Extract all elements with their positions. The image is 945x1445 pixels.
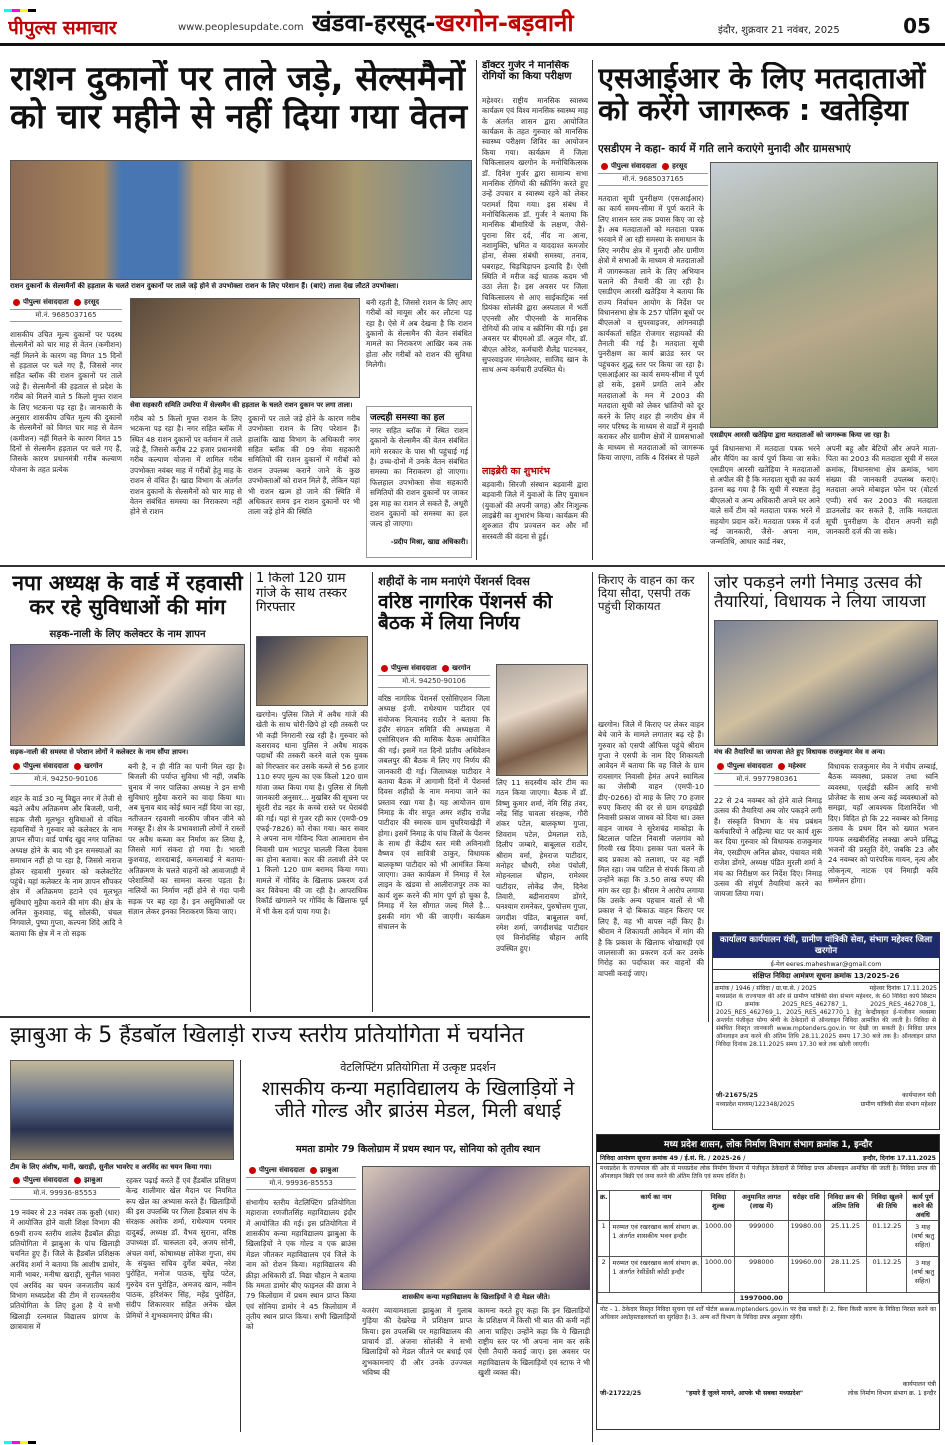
ad1-email: ई-मेल eeres.maheshwar@gmail.com <box>770 961 882 969</box>
location-pin-icon <box>662 163 669 170</box>
story9-headline: झाबुआ के 5 हैंडबॉल खिलाड़ी राज्य स्तरीय प्रतियोगिता में चयनित <box>10 1024 525 1048</box>
story1-inset-photo <box>130 298 360 398</box>
ad2-ref: जी-21722/25 <box>600 1390 642 1397</box>
location-pin-icon <box>778 763 785 770</box>
story3-headline: एसआईआर के लिए मतदाताओं को करेंगे जागरूक : खतेड़िया <box>598 62 926 128</box>
ad1-body: मध्यप्रदेश के राज्यपाल की ओर से ग्रामीण यांत्रिकी सेवा संभाग महेश्वर, के 60 निविदा कार्य सिस्टम ID क्रमांक 2025_RES_462787_1, 2025_RES_462708_1, 2025_RES_462769_1, 2025_RES_462770_1 हेतु केन्द्रीयकृत ई-पंजीयन व्यवस्था अन्तर्गत पंजीकृत योग्य श्रेणी के ठेकेदारों से ऑनलाइन निविदा आमंत्रित की जाती है। निविदा से संबंधित विस्तृत जानकारी www.mptenders.gov.in पर देखी जा सकती है। निविदा प्रपत्र ऑनलाइन क्रय करने की अंतिम तिथि 28.11.2025 समय 17.30 बजे तक है। ऑनलाइन प्राप्त निविदा दिनांक 28.11.2025 समय 17.30 बजे तक खोली जाएगी। <box>716 993 936 1049</box>
story10-mobile: मो.नं. 99936-85553 <box>246 1177 356 1190</box>
story3-mobile: मो.नं. 9685037165 <box>598 173 708 186</box>
table-row-total <box>598 1293 939 1304</box>
ad2-line: निविदा आमंत्रण सूचना क्रमांक 49 / ई.सं. दि. / 2025-26 / <box>600 1155 746 1162</box>
story5-photo <box>256 636 368 706</box>
story8-photo-caption: मंच की तैयारियों का जायजा लेते हुए विधायक राजकुमार मेव व अन्य। <box>714 748 885 756</box>
story4-photo-caption: सड़क-नाली की समस्या से परेशान लोगों ने कलेक्टर के नाम सौंपा ज्ञापन। <box>10 748 189 756</box>
location-pin-icon <box>381 665 388 672</box>
location-pin-icon <box>74 1177 81 1184</box>
ad2-col-header: निविदा खुलने की तिथि <box>867 1191 907 1221</box>
location-pin-icon <box>601 163 608 170</box>
story1-box-sign: -प्रदीप मिश्रा, खाद्य अधिकारी। <box>390 538 468 546</box>
location-pin-icon <box>74 763 81 770</box>
story9-body-col2: रहकर पढ़ाई करते हैं एवं हैंडबॉल प्रशिक्षण केन्द्र शालीमार खेल मैदान पर नियमित रूप खेल का अभ्यास करते हैं। खिलाड़ियों की इस उपलब्धि पर जिला हैंडबाल संघ के संरक्षक अशोक शर्मा, राधेश्याम परमार दादुबई, अध्यक्ष डॉ. वैभव सुराना, वरिष्ठ उपाध्यक्ष डॉ. चारुलता दवे, अजय सोनी, अंचल वर्मा, कोषाध्यक्ष लोकेश गुप्ता, संघ के संयुक्त सचिव दुर्गेश बघेल, नरेश पुरोहित, मनोज पाठक, सुरेंद्र पटेल, गुरुदेव दत्त पुरोहित, अमजद खान, नवीन पाठक, हरिशंकर सिंह, महेंद्र पुरोहित, संदीप शिकारवार सहित अनेक खेल प्रेमियों ने शुभकामनाएं प्रेषित की। <box>126 1176 236 1320</box>
dateline: इंदौर, शुक्रवार 21 नवंबर, 2025 <box>718 25 840 36</box>
story7-headline: किराए के वाहन का कर दिया सौदा, एसपी तक पहुंची शिकायत <box>598 574 695 613</box>
story6-body-col2: लिए 11 सदस्यीय कोर टीम का गठन किया जाएगा। बैठक में डॉ. विष्णु कुमार शर्मा, नेमि सिंह तंवर, नरेंद्र सिंह चावला संरक्षक, गौरी शंकर पटेल, बालकृष्ण गुप्ता, शिवराम पटेल, प्रेमलाल राठे, दिलीप जम्बारे, बाबूलाल राठौर, श्रीराम वर्मा, हेमराज पाटीदार, मनोहर चौधरी, रमेश पंचोली, मोहनलाल चौहान, रामेश्वर पाटीदार, लोकेंद्र जैन, दिनेश तिवारी, बद्रीनारायण डोंगरे, घनश्याम रामनेकर, पुरुषोत्तम गुप्ता, जगदीश पंडित, बाबूलाल वर्मा, रमेश शर्मा, जगदीशचंद्र पाटीदार एवं विनोदसिंह चौहान आदि उपस्थित हुए। <box>496 778 588 953</box>
story1-headline: राशन दुकानों पर ताले जड़े, सेल्समैनों को चार महीने से नहीं दिया गया वेतन <box>10 60 468 138</box>
column-rule <box>250 572 251 1012</box>
location-pin-icon <box>13 763 20 770</box>
section-title <box>312 6 642 42</box>
ad2-col-header: निविदा क्रय की अंतिम तिथि <box>824 1191 867 1221</box>
story6-body-col1: वरिष्ठ नागरिक पेंशनर्स एसोसिएशन जिला अध्यक्ष इंजी. राधेश्याम पाटीदार एवं संयोजक नित्यानंद राठौर ने बताया कि इंदौर संगठन समिति की अध्यक्षता में एसोसिएशन की मासिक बैठक आयोजित की गई। इसमें गत दिनों प्रांतीय अधिवेशन जबलपुर की बैठक में लिए गए निर्णय की जानकारी दी गई। जिलाध्यक्ष पाटीदार ने बताया बैठक में आगामी दिनों में पेंशनर्स दिवस शहीदों के नाम मनाया जाने का प्रस्ताव रखा गया है। यह आयोजन ग्राम निमाड़ के वीर सपूत अमर शहीद राजेंद्र पाटीदार की स्मारक ग्राम घुघरियाखेड़ी में होगा। इसमें निमाड़ के पांच जिलों के पेंशनर के साथ ही केंद्रीय स्तर मंत्री अविनाशी वैष्णव एवं सावित्री ठाकुर, विधायक बालकृष्ण पाटीदार को भी आमंत्रित किया जाएगा। उक्त कार्यक्रम में निमाड़ में रेल लाइन के खंडवा से आलीराजपुर तक का कार्य शुरू करने की मांग पूर्ण हो चुका है, निमाड़ में रेल सौगात जल्द मिले है... इसकी मांग भी की जाएगी। कार्यक्रम संचालन के <box>378 694 490 931</box>
story7-body: खरगोन। जिले में किराए पर लेकर वाहन बेचे जाने के मामले लगातार बढ़ रहे हैं। गुरुवार को एसपी ऑफिस पहुंचे श्रीराम गुप्ता ने एसपी के नाम दिए शिकायती आवेदन में बताया कि वह जिले के ग्राम रायसागर निवासी हेमंत अपने स्वामित्व का जेसीबी वाहन (एमपी-10 डीए-0266) दो माह के लिए 70 हजार रुपए किराए की दर से ग्राम दगड़खेड़ी निवासी प्रकाश जाधव को दिया था। उक्त वाहन जाधव ने सुरेशचंद्र माकोड़ा के बिटलाल पाटिल निवासी जलगांव को गिरवी रख दिया। इसका पता चलने के बाद प्रकाश को तलाशा, पर वह नहीं मिल रहा। जब पाटिल से संपर्क किया तो उन्होंने कहा कि 3.50 लाख रुपए की मांग कर रहा है। श्रीराम ने आरोप लगाया कि उसके अन्य पहचान वालों से भी प्रकाश ने दो बिकाऊ वाहन किराए पर लिए हैं, वह भी वापस नहीं किए हैं। श्रीराम ने शिकायती आवेदन में मांग की है कि प्रकाश के खिलाफ धोखाधड़ी एवं जालसाजी का प्रकरण दर्ज कर उसके गिरोह का पर्दाफाश कर वाहनों की वापसी कराई जाए। <box>598 720 704 978</box>
story9-place: झाबुआ <box>84 1176 103 1184</box>
story1-box-body: नगर सहित ब्लॉक में स्थित राशन दुकानों के सेल्समैन की वेतन संबंधित मांगे सरकार के पास भी पहुंचाई गई है। उच्च-दोनों में उनके वेतन संबंधित समस्या का निराकरण हो जाएगा। फिलहाल उपभोक्ता सेवा सहकारी समितियों की राशन दुकानों पर जाकर इस माह का राशन ले सकते हैं, अधूरी राशन दुकानों को समस्या का हल जल्द हो जाएगा। <box>370 426 468 529</box>
story2-headline: डॉक्टर गुर्जर ने मानसिक रोगियों का किया परीक्षण <box>482 60 572 83</box>
story1-inset-caption: सेवा सहकारी समिति उमरिया में सेल्समैन की हड़ताल के चलते राशन दुकान पर लगा ताला। <box>130 401 353 409</box>
location-pin-icon <box>249 1167 256 1174</box>
table-cell: 999000 <box>735 1221 788 1257</box>
story9-body-col1: 19 नवंबर से 23 नवंबर तक कुक्षी (धार) में आयोजित होने वाली शिक्षा विभाग की 69वीं राज्य स्तरीय शालेय हैंडबॉल क्रीड़ा प्रतियोगिता में झाबुआ के पांच खिलाड़ी चयनित हुए हैं। जिले के हैंडबॉल प्रशिक्षक अरविंद शर्मा ने बताया कि आशीष डामोर, मानी भाबर, मनीषा खराड़ी, सुनील भावरा एवं अरविंद का चयन जनजातीय कार्य विभाग मध्यप्रदेश की टीम में राज्यस्तरीय प्रतियोगिता के लिए हुआ है ये सभी खिलाड़ी रत्नमाल विद्यालय प्रांगण के छात्रावास में <box>10 1208 120 1331</box>
story6-photo <box>496 664 588 776</box>
column-rule <box>372 572 373 1012</box>
story9-byline <box>10 1176 120 1204</box>
story1-body-col3: दुकानों पर ताले जड़े होने के कारण गरीब उपभोक्ता राशन के लिए परेशान हैं। हालांकि खाद्य विभाग के अधिकारी नगर सहित ब्लॉक की 09 सेवा सहकारी समितियों की राशन दुकानों में गरीबों को राशन उपलब्ध कराने जाने के कुछ उपभोक्ताओं को राशन मिले हैं, लेकिन यहां भी राशन खत्म हो जाने की स्थिति में अधिकतर समय इन राशन दुकानों पर भी ताला जड़े होने की स्थिति <box>248 414 360 517</box>
ad2-col-header: अनुमानित लागत (लाख में) <box>735 1191 788 1221</box>
story10-kicker: वेटलिफ्टिंग प्रतियोगिता में उत्कृष्ट प्रदर्शन <box>340 1061 496 1074</box>
ad1-title: कार्यालय कार्यपालन यंत्री, ग्रामीण यांत्रिकी सेवा, संभाग महेश्वर जिला खरगोन <box>713 933 939 958</box>
column-rule <box>708 572 709 1022</box>
location-pin-icon <box>717 763 724 770</box>
story8-body-col1: 22 से 24 नवम्बर को होने वाले निमाड़ उत्सव की तैयारियां अब जोर पकड़ने लगी हैं। संस्कृति विभाग के मंच प्रबंधन कर्मचारियों ने अहिल्या घाट पर कार्य शुरू कर दिया गुरुवार को विधायक राजकुमार मेव, एसडीएम अनिल ब्रोवर, पंचायत मंत्री राजेश डोंगरे, अध्यक्ष पंडित मुरली शर्मा ने मंच का निरीक्षण कर निर्देश दिए। निमाड़ उत्सव की संपूर्ण तैयारियां करने का जायजा लिया गया। <box>714 796 822 899</box>
ad2-sign: कार्यपालन यंत्री <box>902 1381 936 1388</box>
registration-marks <box>4 2 64 12</box>
column-rule <box>476 60 477 560</box>
story6-byline <box>378 664 490 692</box>
story1-place: हरसूद <box>84 298 100 306</box>
story8-mobile: मो.नं. 9977980361 <box>714 773 820 786</box>
story4-credit: पीपुल्स संवाददाता <box>23 762 69 770</box>
story10-photo-caption: शासकीय कन्या महाविद्यालय के खिलाड़ियों ने दी मेडल जीते। <box>401 1293 551 1301</box>
location-pin-icon <box>310 1167 317 1174</box>
story1-body-col1: शासकीय उचित मूल्य दुकानों पर पदस्थ सेल्समैनों को चार माह से वेतन (कमीशन) नहीं मिलने के कारण वह विगत 15 दिनों से हड़ताल पर चले गए हैं, जिससे नगर सहित ब्लॉक की राशन दुकानों पर ताले जड़े हैं। सेल्समैनों की हड़ताल से प्रदेश के गरीब को मिलने वाले 5 किलो मुफ्त राशन के लिए भटकना पड़ रहा है। जानकारी के अनुसार शासकीय उचित मूल्य की दुकानों के सेल्समैनों को विगत चार माह से वेतन (कमीशन) नहीं मिलने के कारण विगत 15 दिनों से सेल्समैन हड़ताल पर चले गए हैं, जिसके कारण प्रधानमंत्री गरीब कल्याण योजना के तहत प्रत्येक <box>10 330 122 474</box>
story3-place: हरसूद <box>672 162 688 170</box>
story6-headline: वरिष्ठ नागरिक पेंशनर्स की बैठक में लिया निर्णय <box>378 592 553 635</box>
story10-body-col1: संभागीय स्तरीय वेटलिफ्टिंग प्रतियोगिता महाराजा रणजीतसिंह महाविद्यालय इंदौर में आयोजित की गई। इस प्रतियोगिता में शासकीय कन्या महाविद्यालय झाबुआ के खिलाड़ियों ने एक गोल्ड व एक ब्राउंस मेडल जीतकर महाविद्यालय एवं जिले के नाम को रोशन किया। महाविद्यालय की क्रीड़ा अधिकारी डॉ. विद्या चौहान ने बताया कि ममता डामोर बीए फाइनल की छात्रा ने 79 किलोग्राम में प्रथम स्थान प्राप्त किया एवं सोनिया डामोर ने 45 किलोग्राम में तृतीय स्थान प्राप्त किया। सभी खिलाड़ियों को <box>246 1198 356 1332</box>
ad2-col-header: निविदा शुल्क <box>702 1191 735 1221</box>
story4-deck: सड़क-नाली के लिए कलेक्टर के नाम ज्ञापन <box>49 629 206 640</box>
ad2-col-header: कार्य का नाम <box>610 1191 702 1221</box>
ad1-footer: मध्यप्रदेश माध्यम/122348/2025 <box>716 1101 795 1109</box>
story9-mobile: मो.नं. 99936-85553 <box>10 1187 120 1200</box>
table-cell: 19960.00 <box>788 1257 824 1293</box>
section-rule <box>0 565 945 567</box>
story4-body-col2: बनी है, न ही नीति का पानी मिल रहा है। बिजली की पर्याप्त सुविधा भी नहीं, जबकि चुनाव में नगर पालिका अध्यक्ष ने इन सभी सुविधाएं मुहैया कराने का वादा किया था। अब चुनाव बाद कोई ध्यान नहीं दिया जा रहा, नतीजतन रहवासी नारकीय जीवन जीने को मजबूर हैं। क्षेत्र के प्रभावशाली लोगों ने रास्तों पर अवैध कब्जा कर निर्माण कर लिया है, जिससे मार्ग संकरा हो गया है। भारती कुशवाह, शारदाबाई, कमलाबाई ने बताया- अतिक्रमण के चलते वाहनों को आवाजाही में परेशानियों का सामना करना पड़ता है। नालियों का निर्माण नहीं होने से गंदा पानी सड़क पर बह रहा है। इन असुविधाओं पर संज्ञान लेकर इनका निराकरण किया जाए। <box>128 762 245 917</box>
ad2-notes: नोट - 1. ठेकेदार विस्तृत निविदा सूचना एवं शर्तें पोर्टल www.mptenders.gov.in पर देख सकते हैं। 2. बिना किसी कारण के निविदा निरस्त करने का अधिकार अधोहस्ताक्षरकर्ता का सुरक्षित है। 3. अन्य शर्तें विभाग के निविदा प्रपत्र अनुसार रहेंगी। <box>600 1306 936 1321</box>
table-cell: 25.11.25 <box>824 1221 867 1257</box>
story9-credit: पीपुल्स संवाददाता <box>23 1176 69 1184</box>
ad1-date: महेश्वर दिनांक 17.11.2025 <box>869 985 937 993</box>
story10-place: झाबुआ <box>320 1166 339 1174</box>
registration-marks-bottom <box>4 1434 124 1444</box>
table-cell: 1000.00 <box>702 1257 735 1293</box>
tender-notice-rural <box>712 932 940 1130</box>
table-cell: मरम्मत एवं रखरखाव कार्य संभाग क्र. 1 अंतर्गत रेसीडेंसी कोठी इन्दौर <box>610 1257 702 1293</box>
story9-photo-caption: टीम के लिए अंशीष, मानी, खराड़ी, सुनील भावरेए व अरविंद का चयन किया गया। <box>10 1163 212 1171</box>
story4-headline: नपा अध्यक्ष के वार्ड में रहवासी कर रहे सुविधाओं की मांग <box>12 572 243 619</box>
table-cell: 2 <box>598 1257 610 1293</box>
story8-credit: पीपुल्स संवाददाता <box>727 762 773 770</box>
story3-credit: पीपुल्स संवाददाता <box>611 162 657 170</box>
ad1-ref: क्रमांक / 1946 / संविदा / ग्रा.या.से. / 2025 <box>715 985 817 993</box>
table-row <box>598 1221 939 1257</box>
story3-body-col3: अपनी बहू और बेटियों और अपने माता-पिता का 2003 की मतदाता सूची में सरल क्रमांक, विधानसभा क्षेत्र क्रमांक, भाग संख्या की जानकारी उपलब्ध कराएं। मतदाता अपने मोबाइल फोन पर (वोटर्स एप्पी) सर्च कर 2003 की मतदाता डाउनलोड कर सकते हैं, ताकि मतदाता सूची पुनरीक्षण के दौरान अपनी सही जानकारी दर्ज की जा सके। <box>826 444 938 536</box>
story6-place: खरगोन <box>452 664 471 672</box>
story5-body: खरगोन। पुलिस जिले में अवैध गांजे की खेती के साथ चोरी-छिपे हो रही तस्करी पर भी कड़ी निगरानी रख रही है। गुरुवार को कसरावद थाना पुलिस ने अवैध मादक पदार्थों की तस्करी करने वाले एक युवक को गिरफ्तार कर उसके कब्जे से 56 हजार 110 रुपए मूल्य का एक किलो 120 ग्राम गांजा जब्त किया गया है। पुलिस से मिली जानकारी अनुसार... मुखबिर की सूचना पर सूंदरी रोड नहर के कच्चे रास्ते पर घेराबंदी की गई। यहां से गुजर रही कार (एमपी-09 एफई-7826) को रोका गया। कार सवार ने अपना नाम गोविन्द पिता आत्माराम सेन निवासी ग्राम भाटपुर चालली जिला देवास का होना बताया। कार की तलाशी लेने पर 1 किलो 120 ग्राम बरामद किया गया। मामले में गोविंद के खिलाफ प्रकरण दर्ज कर विवेचना की जा रही है। आपराधिक रिकॉर्ड खंगालने पर गोविंद के खिलाफ पूर्व में भी केस दर्ज पाया गया है। <box>256 710 368 916</box>
column-rule <box>592 60 593 560</box>
story1-box-title: जल्दही समस्या का हल <box>370 410 468 424</box>
ad2-slogan: "हमारे हैं जुल्ले मायने, आपके भी सबका मध्यप्रदेश" <box>685 1390 804 1397</box>
story6-kicker: शहीदों के नाम मनाएंगे पेंशनर्स दिवस <box>378 574 530 588</box>
story3-photo <box>710 162 938 428</box>
story2-body: महेश्वर। राष्ट्रीय मानसिक स्वास्थ्य कार्यक्रम एवं विश्व मानसिक स्वास्थ्य माह के अंतर्गत शासन द्वारा आयोजित कार्यक्रम के तहत गुरुवार को मानसिक स्वास्थ्य परीक्षण शिविर का आयोजन किया गया। कार्यक्रम में जिला चिकित्सालय खरगोन के मनोचिकित्सक डॉ. दिनेश गुर्जर द्वारा सामान्य सभा मानसिक रोगियों की स्क्रीनिंग करते हुए उन्हें उपचार व स्वास्थ्य रहने को लेकर परामर्श दिया गया। इस संबंध में मनोचिकित्सक डॉ. गुर्जर ने बताया कि मानसिक बीमारियों के लक्षण, जैसे- पुराना सिर दर्द, नींद ना आना, नशामुक्ति, भ्रमित व याददाश्त कमजोर होना, सेक्स संबंधी समस्या, तनाव, घबराहट, चिड़चिड़ापन इत्यादि हैं। ऐसी स्थिति में मरीज कई घातक कदम भी उठा लेता है। इस अवसर पर जिला चिकित्सालय से आए साईकाट्रिक नर्स प्रियंका सोलंकी द्वारा अस्पताल में भर्ती एएनसी और पीएनसी के मानसिक रोगियों की जांच व स्क्रीनिंग की गई। इस अवसर पर बीएमओ डॉ. अतुल गौर, डॉ. बीएल ओरेश, कर्मचारी शैलेंद्र पाटनकर, सुपरवाइजर मंगलेश्वर, साजिद खान के साथ अन्य कर्मचारी उपस्थित थे। <box>482 96 588 375</box>
ad1-sign: कार्यपालन यंत्री <box>902 1092 936 1100</box>
story3-deck: एसडीएम ने कहा- कार्य में गति लाने कराएंगे मुनादी और ग्रामसभाएं <box>598 143 851 155</box>
section-title-black: खंडवा-हरसूद- <box>312 9 436 37</box>
story8-photo <box>714 620 938 746</box>
story8-headline: जोर पकड़ने लगी निमाड़ उत्सव की तैयारियां, विधायक ने लिया जायजा <box>714 574 926 613</box>
story3-body-col2: पूर्व विधानसभा में मतदाता पत्रक भरने और मैपिंग का कार्य पूर्ण किया जा सके। एसडीएम आरसी खतेड़िया ने मतदाताओं से अपील की है कि मतदाता सूची का कार्य इतना बढ़ गया है कि सूची में स्पष्टता हेतु बीएलओ व अन्य अधिकारी अपने घर आने वाले सर्वे टीम को मतदाता पत्रक भरने में सहयोग प्रदान करें। मतदाता पत्रक में दर्ज नई जानकारी, जैसे- अपना नाम, जन्मतिथि, आधार कार्ड नंबर, <box>710 444 820 547</box>
table-cell: 3 माह (वर्षा ऋतु सहित) <box>907 1221 939 1257</box>
story1-mobile: मो.नं. 9685037165 <box>10 309 122 322</box>
ad2-table-header <box>598 1191 939 1221</box>
ad2-intro: मध्यप्रदेश के राज्यपाल की ओर से मध्यप्रदेश लोक निर्माण विभाग में पंजीकृत ठेकेदारों से निविदा प्रपत्र ऑनलाइन आमंत्रित की जाती है। निविदा प्रपत्र की ऑनलाइन बिक्री एवं जमा करने की अंतिम तिथि एवं समय दर्शित है। <box>600 1165 936 1180</box>
story10-body-col3: कामना करते हुए कहा कि इन खिलाड़ियों के प्रशिक्षण में किसी भी बात की कमी नहीं आना चाहिए। उन्होंने कहा कि ये खिलाड़ी राष्ट्रीय स्तर पर भी अपना नाम कर सकें ऐसी तैयारी कराई जाए। इस अवसर पर महाविद्यालय के खिलाड़ियों एवं स्टाफ ने भी खुशी व्यक्त की। <box>478 1306 590 1378</box>
table-cell: 01.12.25 <box>867 1221 907 1257</box>
story2-body2: बड़वानी। सिरजी संस्थान बड़वानी द्वारा बड़वानी जिले में युवाओं के लिए युवाधन (युवाओं की अपनी जगह) और निःशुल्क लाइब्रेरी का शुभारंभ किया। कार्यक्रम की शुरुआत दीप प्रज्वलन कर और माँ सरस्वती की वंदना से हुई। <box>482 480 588 541</box>
story5-headline: 1 किलो 120 ग्राम गांजे के साथ तस्कर गिरफ्तार <box>256 572 347 616</box>
story2-subhead: लाइब्रेरी का शुभारंभ <box>482 466 550 477</box>
story4-body-col1: शहर के वार्ड 30 न्यू विद्युत नगर में तेजी से बढ़ते अवैध अतिक्रमण और बिजली, पानी, सड़क जैसी मूलभूत सुविधाओं से वंचित रहवासियों ने गुरुवार को कलेक्टर के नाम ज्ञापन सौंपा। वार्ड पार्षद खुद नगर पालिका अध्यक्ष होने के बाद भी इन समस्याओं का समाधान नहीं हो पा रहा है, जिससे नाराज होकर रहवासी गुरुवार को कलेक्टोरेट पहुंचे। यहां कलेक्टर के नाम ज्ञापन सौंपकर क्षेत्र में अतिक्रमण हटाने एवं मूलभूत सुविधाएं मुहैया कराने की मांग की। क्षेत्र के अनिल कुशवाह, चंदू सोलंकी, चंचल निगवाले, पुष्पा गुप्ता, कल्पना शिंदे आदि ने बताया कि क्षेत्र में न तो सड़क <box>10 794 122 938</box>
column-rule <box>592 572 593 1442</box>
story4-mobile: मो.नं. 94250-90106 <box>10 773 122 786</box>
table-cell: 01.12.25 <box>867 1257 907 1293</box>
story8-body-col2: विधायक राजकुमार मेव ने मंचीय लम्बाई, बैठक व्यवस्था, प्रकाश तथा ध्वनि व्यवस्था, एलईडी स्क्रीन आदि सभी प्रोजेक्ट के साथ अन्य कई व्यवस्थाओं को समझा, यहाँ आवश्यक दिशानिर्देश भी दिए। विदित हो कि 22 नवम्बर को निमाड़ उत्सव के प्रथम दिन को ख्यात भजन गायक लखबीरसिंह लक्खा अपने प्रसिद्ध भजनों की प्रस्तुति देंगे, जबकि 23 और 24 नवम्बर को पारंपरिक गायन, नृत्य और लोकनृत्य, नाटक एवं निमाड़ी कवि सम्मेलन होगा। <box>828 762 938 885</box>
location-pin-icon <box>442 665 449 672</box>
ad1-subtitle: संक्षिप्त निविदा आमंत्रण सूचना क्रमांक 13/2025-26 <box>713 969 939 983</box>
ad1-sign2: ग्रामीण यांत्रिकी सेवा संभाग महेश्वर <box>860 1101 936 1109</box>
ad2-col-header: क्र. <box>598 1191 610 1221</box>
table-cell: 28.11.25 <box>824 1257 867 1293</box>
table-row <box>598 1257 939 1293</box>
tender-notice-pwd <box>596 1134 940 1430</box>
story4-place: खरगोन <box>84 762 103 770</box>
section-rule <box>0 1016 590 1018</box>
story1-photo <box>10 160 472 280</box>
story1-photo-caption: राशन दुकानों के सेल्समैनों की हड़ताल के चलते राशन दुकानों पर ताले जड़े होने से उपभोक्ता राशन के लिए परेशान हैं। (बाएं) ताला देख लौटते उपभोक्ता। <box>10 282 399 290</box>
story10-deck: ममता डामोर 79 किलोग्राम में प्रथम स्थान पर, सोनिया को तृतीय स्थान <box>295 1144 541 1155</box>
column-rule <box>240 1060 241 1432</box>
story1-byline <box>10 298 122 328</box>
website: www.peoplesupdate.com <box>178 22 304 33</box>
ad2-sign2: लोक निर्माण विभाग संभाग क्र. 1 इन्दौर <box>847 1390 936 1397</box>
ad2-total: 1997000.00 <box>735 1293 788 1304</box>
story1-credit: पीपुल्स संवाददाता <box>23 298 69 306</box>
location-pin-icon <box>13 299 20 306</box>
ad2-col-header: कार्य पूर्ण करने की अवधि <box>907 1191 939 1221</box>
table-cell: 998000 <box>735 1257 788 1293</box>
story3-byline <box>598 162 708 190</box>
story10-credit: पीपुल्स संवाददाता <box>259 1166 305 1174</box>
section-title-red: खरगोन-बड़वानी <box>435 9 574 37</box>
ad2-col-header: धरोहर राशि <box>788 1191 824 1221</box>
story6-credit: पीपुल्स संवाददाता <box>391 664 437 672</box>
story8-place: महेश्वर <box>788 762 806 770</box>
story1-body-col2: गरीब को 5 किलो मुफ्त राशन के लिए भटकना पड़ रहा है। नगर सहित ब्लॉक में स्थित 48 राशन दुकानों पर वर्तमान में ताले जड़े हैं, जिससे करीब 22 हजार प्रधानमंत्री गरीब कल्याण योजना में शामिल गरीब उपभोक्ता नवंबर माह में गरीबों हेतु माह के राशन से वंचित हैं। खाद्य विभाग के अंतर्गत राशन दुकानों के सेल्समैनों को चार माह से वेतन संबंधित समस्या का निराकरण नहीं होने से राशन <box>130 414 242 517</box>
story3-body-col1: मतदाता सूची पुनरीक्षण (एसआईआर) का कार्य समय-सीमा में पूर्ण कराने के लिए शासन स्तर तक प्रयास किए जा रहे हैं। अब मतदाताओं को मतदाता पत्रक भरवाने में आ रही समस्या के समाधान के लिए नगरीय क्षेत्र में मुनादी और ग्रामीण क्षेत्रों में सभाओं के माध्यम से मतदाताओं में जागरूकता लाने के लिए अभियान चलाने की तैयारी की जा रही है। एसडीएम आरसी खतेड़िया ने बताया कि राज्य निर्वाचन आयोग के निर्देश पर विधानसभा क्षेत्र के 257 पोलिंग बूथों पर बीएलओ व सुपरवाइजर, आंगनवाड़ी कार्यकर्ता सहित रोजगार सहायकों की तैनाती की गई है। मतदाता सूची पुनरीक्षण का कार्य ब्राउंड स्तर पर पहुंचकर शुद्ध स्तर पर किया जा रहा है। एसआईआर का कार्य समय-सीमा में पूर्ण हो सके, इसमें प्रगति लाने और मतदाताओं के मन में 2003 की मतदाता सूची को लेकर भ्रांतियों को दूर करने के लिए शहर ही नगरीय क्षेत्र में नगर परिषद के माध्यम से वार्डों में मुनादी कराकर और ग्रामीण क्षेत्रों में ग्रामसभाओं के माध्यम से मतदाताओं को जागरूक किया जाएगा, ताकि 4 दिसंबर से पहले <box>598 194 704 462</box>
table-cell: 1000.00 <box>702 1221 735 1257</box>
story1-box <box>366 406 472 558</box>
table-cell: 19980.00 <box>788 1221 824 1257</box>
story10-body-col2: वजरंग व्यायामशाला झाबुआ में गुलाब गुड़िया की देखरेख में प्रशिक्षण प्राप्त किया। इस उपलब्धि पर महाविद्यालय की प्राचार्य डॉ. अंजना सोलंकी ने सभी खिलाड़ियों को मेडल जीतने पर बधाई एवं शुभकामनाएं दी और उनके उज्ज्वल भविष्य की <box>362 1306 472 1378</box>
story10-headline: शासकीय कन्या महाविद्यालय के खिलाड़ियों ने जीते गोल्ड और ब्राउंस मेडल, मिली बधाई <box>261 1078 575 1122</box>
ad2-table <box>597 1190 939 1304</box>
story10-photo <box>362 1166 590 1290</box>
story1-body-col4: बनी रहती है, जिससे राशन के लिए आए गरीबों को मायूस और कर लौटना पड़ रहा है। ऐसे में अब देखना है कि राशन दुकानों के सेल्समैन की वेतन संबंधित मामले का निराकरण आखिर कब तक होता और गरीबों को राशन की सुविधा मिलेगी। <box>366 298 472 370</box>
story6-mobile: मो.नं. 94250-90106 <box>378 675 490 688</box>
ad2-date: इन्दौर, दिनांक 17.11.2025 <box>863 1155 936 1162</box>
location-pin-icon <box>13 1177 20 1184</box>
location-pin-icon <box>74 299 81 306</box>
page-number: 05 <box>903 14 931 38</box>
story3-photo-caption: एसडीएम आरसी खतेड़िया द्वारा मतदाताओं को जागरूक किया जा रहा है। <box>710 431 890 439</box>
paper-logo: पीपुल्स समाचार <box>8 17 117 39</box>
story9-photo <box>10 1060 234 1160</box>
ad1-sign-ref: जी-21675/25 <box>716 1092 758 1100</box>
table-cell: मरम्मत एवं रखरखाव कार्य संभाग क्र. 1 अंतर्गत शासकीय भवन इन्दौर <box>610 1221 702 1257</box>
story10-byline <box>246 1166 356 1194</box>
story4-photo <box>10 644 245 746</box>
table-cell: 3 माह (वर्षा ऋतु सहित) <box>907 1257 939 1293</box>
table-cell: 1 <box>598 1221 610 1257</box>
masthead <box>0 0 945 46</box>
ad2-title: मध्य प्रदेश शासन, लोक निर्माण विभाग संभाग क्रमांक 1, इन्दौर <box>597 1135 939 1152</box>
story4-byline <box>10 762 122 790</box>
